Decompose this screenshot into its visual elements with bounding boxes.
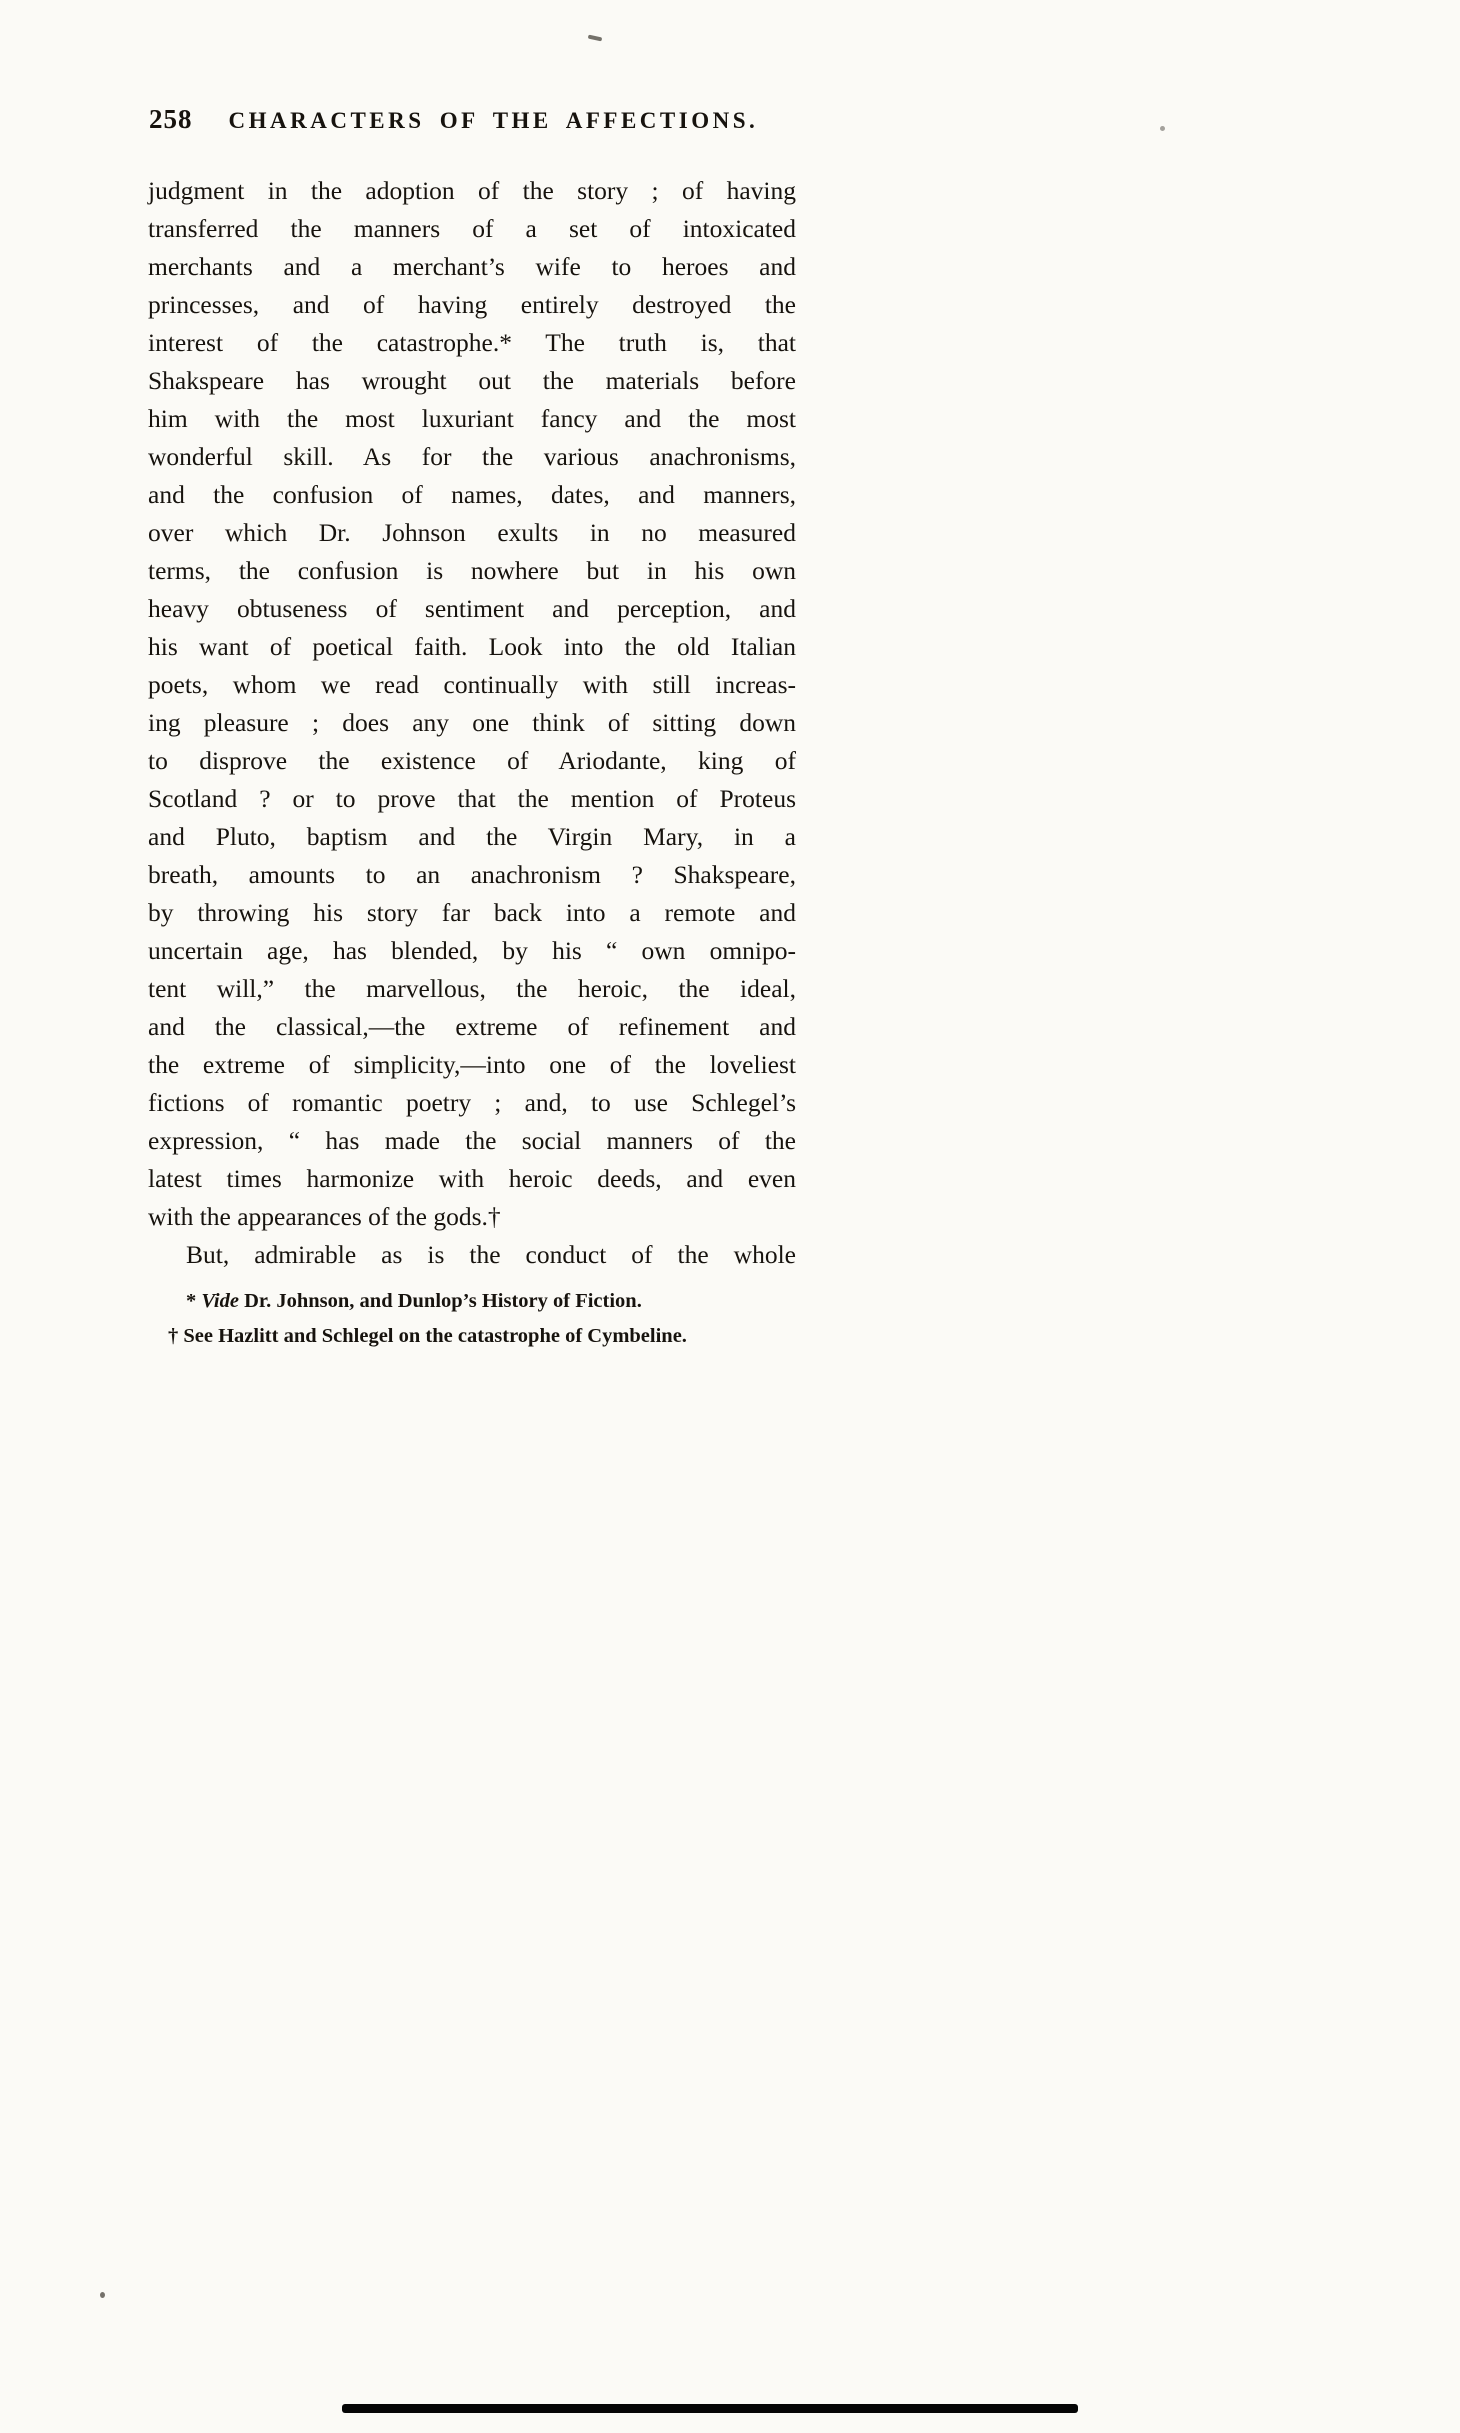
text-line: Shakspeare has wrought out the materials before [148,366,796,395]
footnote-lead: Vide [201,1290,239,1312]
text-line: transferred the manners of a set of intoxicated [148,214,796,243]
footnote-lead: See [183,1325,213,1347]
running-title: CHARACTERS OF THE AFFECTIONS. [228,108,759,133]
scan-speck [1160,126,1165,131]
scan-artifact-bar [342,2404,1078,2413]
footnote-text: Hazlitt and Schlegel on the catastrophe of Cymbeline. [212,1325,687,1347]
text-line: But, admirable as is the conduct of the whole [186,1240,796,1269]
text-line: Scotland ? or to prove that the mention of Proteus [148,784,796,813]
text-line: wonderful skill. As for the various anachronisms, [148,442,796,471]
scan-speck [588,35,603,42]
footnote [148,1319,808,1354]
text-line: fictions of romantic poetry ; and, to use Schlegel’s [148,1088,796,1117]
text-line: and Pluto, baptism and the Virgin Mary, in a [148,822,796,851]
text-line: breath, amounts to an anachronism ? Shakspeare, [148,860,796,889]
text-line: his want of poetical faith. Look into the old Italian [148,632,796,661]
text-line: latest times harmonize with heroic deeds, and even [148,1164,796,1193]
text-line: interest of the catastrophe.* The truth is, that [148,328,796,357]
text-line: judgment in the adoption of the story ; of having [148,176,796,205]
page-number: 258 [149,104,193,134]
text-line: him with the most luxuriant fancy and the most [148,404,796,433]
text-line: by throwing his story far back into a remote and [148,898,796,927]
footnote-text: Dr. Johnson, and Dunlop’s History of Fiction. [238,1290,642,1312]
text-line: uncertain age, has blended, by his “ own omnipo- [148,936,796,965]
text-line: and the confusion of names, dates, and manners, [148,480,796,509]
text-line: with the appearances of the gods.† [148,1202,501,1231]
text-line: terms, the confusion is nowhere but in his own [148,556,796,585]
footnote-marker: † [168,1325,184,1347]
text-line: princesses, and of having entirely destroyed the [148,290,796,319]
text-line: expression, “ has made the social manners of the [148,1126,796,1155]
body-text [148,172,796,1274]
text-line: heavy obtuseness of sentiment and perception, and [148,594,796,623]
text-line: the extreme of simplicity,—into one of the loveliest [148,1050,796,1079]
text-line: ing pleasure ; does any one think of sitting down [148,708,796,737]
footnote [148,1284,808,1319]
text-line: merchants and a merchant’s wife to heroes and [148,252,796,281]
text-line: to disprove the existence of Ariodante, king of [148,746,796,775]
text-line: poets, whom we read continually with still increas- [148,670,796,699]
footnotes [148,1284,808,1354]
page-header [149,104,758,135]
text-line: tent will,” the marvellous, the heroic, the ideal, [148,974,796,1003]
scan-speck [100,2292,105,2298]
text-line: and the classical,—the extreme of refinement and [148,1012,796,1041]
footnote-marker: * [186,1290,202,1312]
text-line: over which Dr. Johnson exults in no measured [148,518,796,547]
